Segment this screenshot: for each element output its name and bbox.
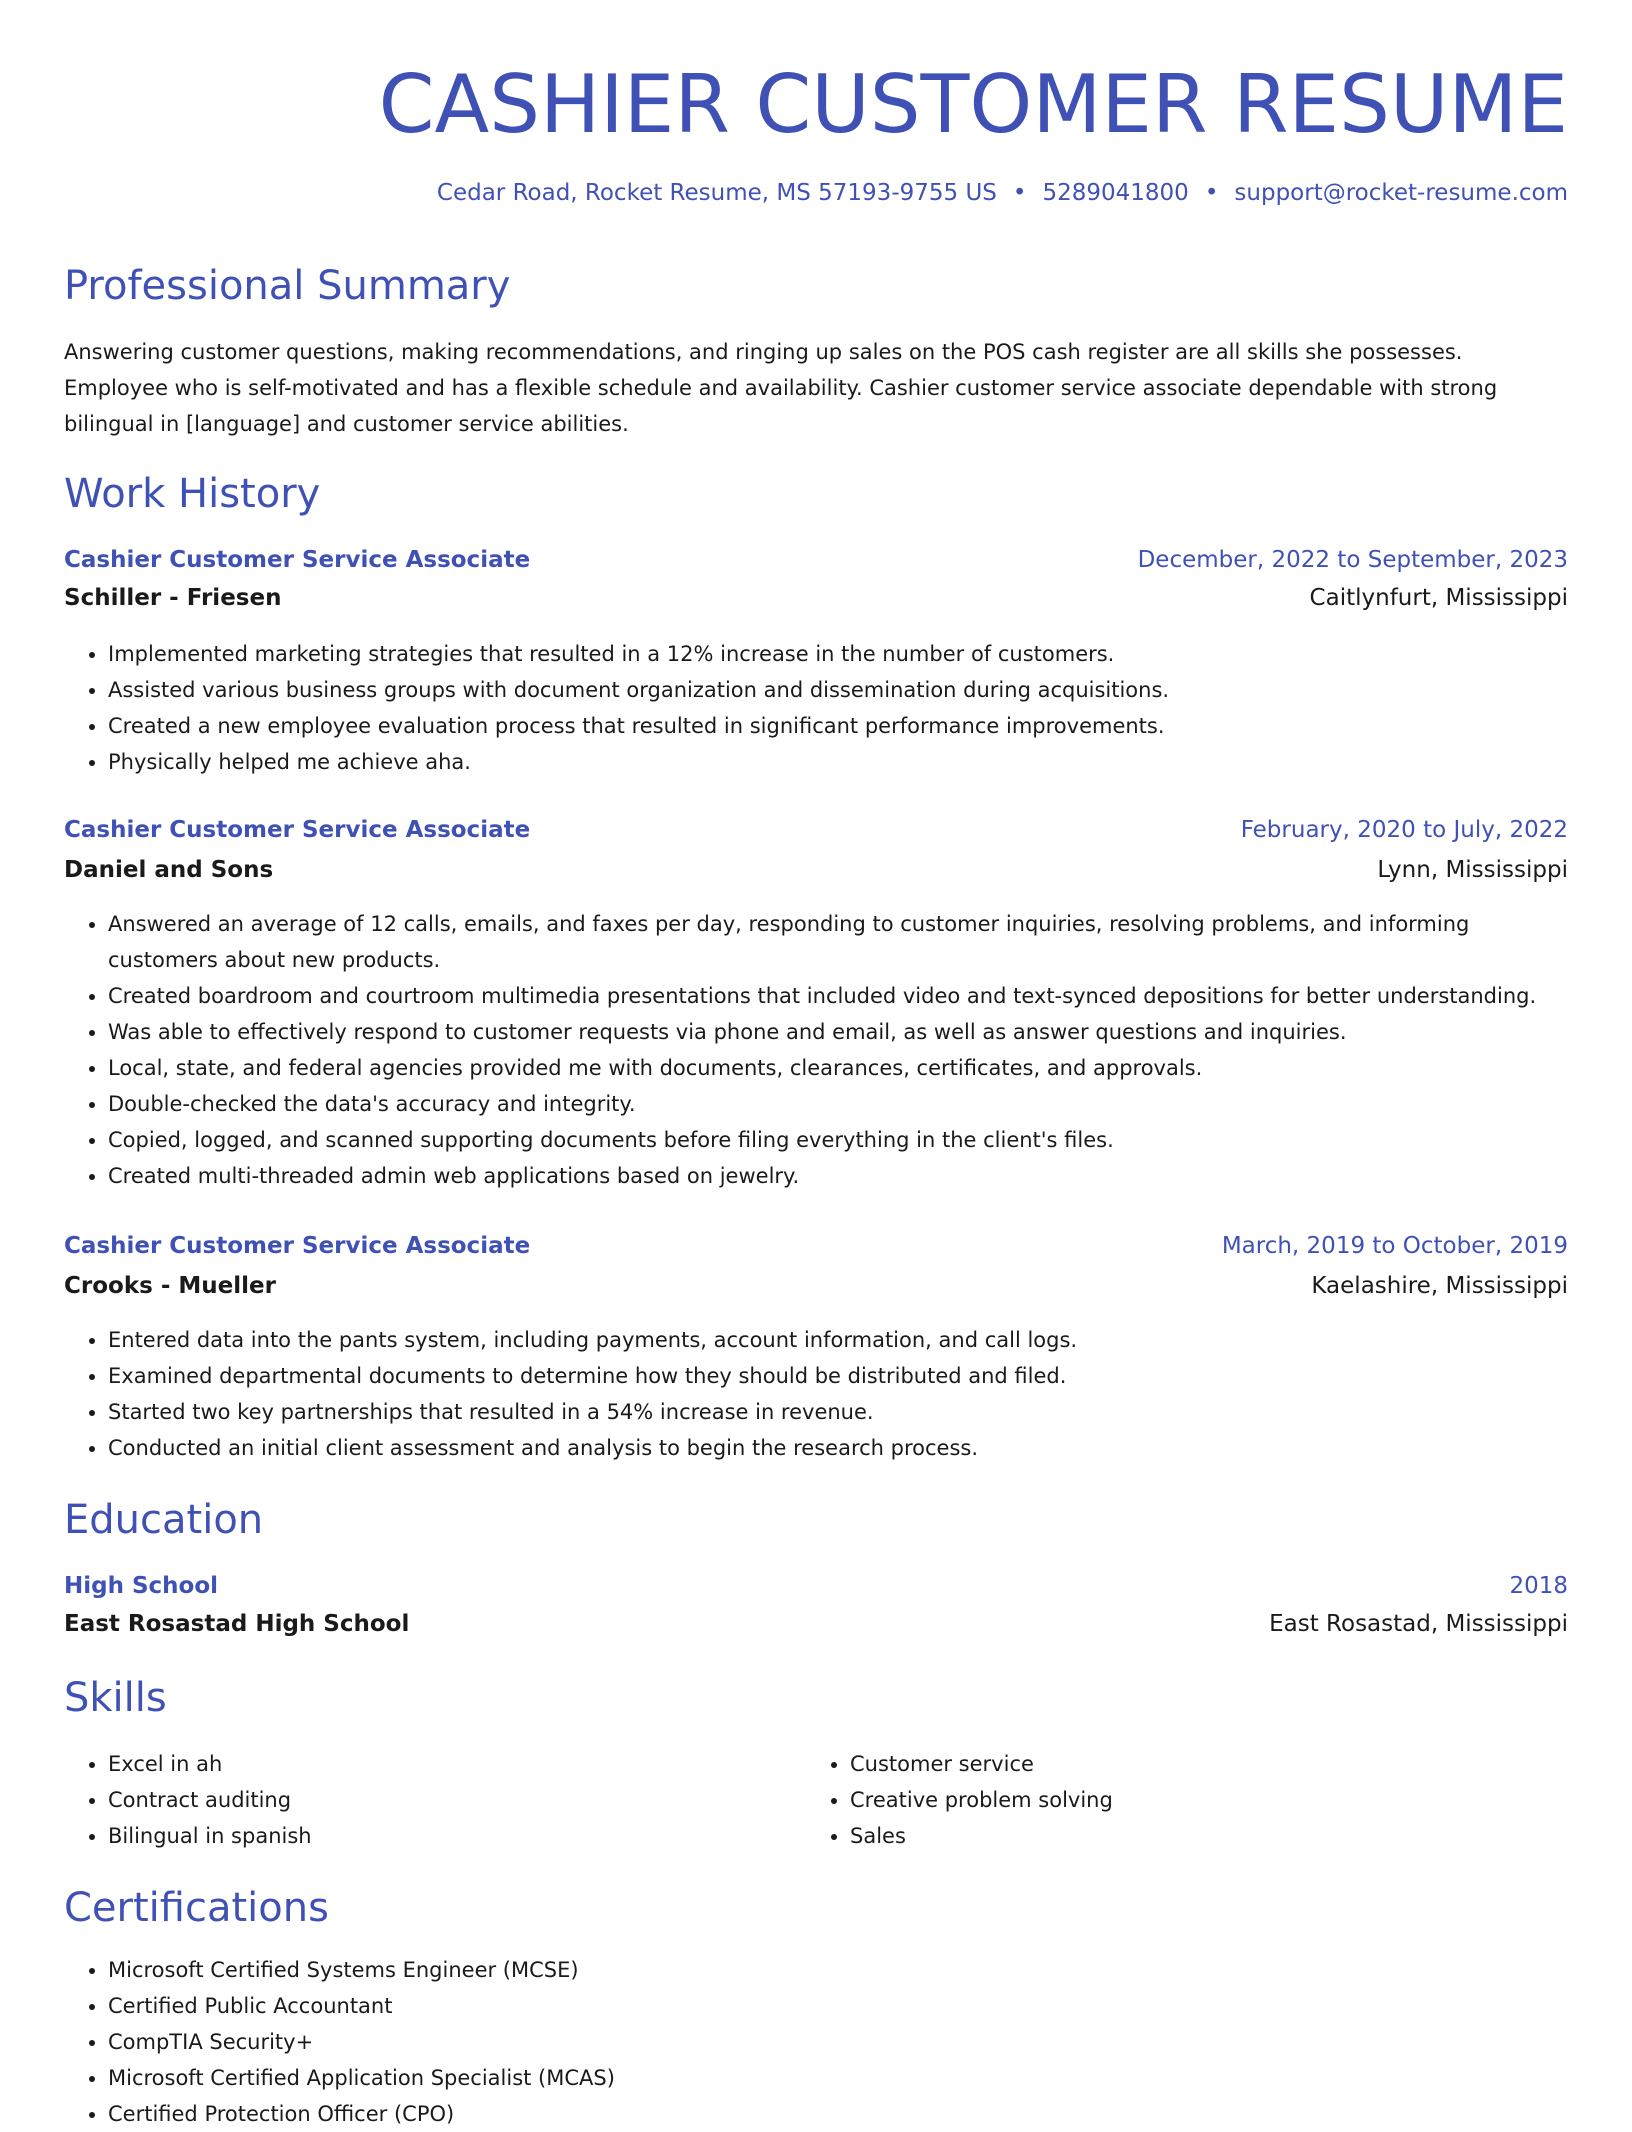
list-item: • Was able to effectively respond to customer requests via phone and email, as well as answer questions and inquiries. [108,1014,1568,1050]
list-item: • Implemented marketing strategies that resulted in a 12% increase in the number of customers. [108,636,1568,672]
summary-text: Answering customer questions, making recommendations, and ringing up sales on the POS cash register are all skills she possesses. Employee who is self-motivated and has a flexible schedule and availability. Cashier customer service associate dependable with strong bilingual in [language] and customer service abilities. [64,340,1498,436]
education-location: East Rosastad, Mississippi [1269,1611,1568,1637]
contact-phone: 5289041800 [1042,180,1189,206]
resume-name: CASHIER CUSTOMER RESUME [378,58,1568,151]
section-title-work-history: Work History [64,471,321,517]
list-item: • Created a new employee evaluation process that resulted in significant performance improvements. [108,708,1568,744]
job-company-row [64,582,1568,614]
job-dates: December, 2022 to September, 2023 [1137,547,1568,573]
list-item: • Double-checked the data's accuracy and integrity. [108,1086,1568,1122]
list-item: • Microsoft Certified Application Specialist (MCAS) [108,2060,1568,2096]
list-item: • Started two key partnerships that resulted in a 54% increase in revenue. [108,1394,1568,1430]
list-item: • Creative problem solving [850,1782,1548,1818]
list-item: • CompTIA Security+ [108,2024,1568,2060]
job-bullets [64,1322,1568,1466]
job-location: Kaelashire, Mississippi [1311,1273,1568,1299]
education-school-row [64,1608,1568,1640]
contact-email[interactable]: support@rocket-resume.com [1234,180,1568,206]
section-title-skills: Skills [64,1675,167,1721]
section-title-certifications: Certifications [64,1885,329,1931]
job-header [64,1230,1568,1262]
list-item: • Customer service [850,1746,1548,1782]
section-title-education: Education [64,1497,264,1543]
list-item: • Bilingual in spanish [108,1818,806,1854]
job-dates: March, 2019 to October, 2019 [1221,1233,1568,1259]
education-degree: High School [64,1573,219,1599]
job-title: Cashier Customer Service Associate [64,547,531,573]
list-item: • Answered an average of 12 calls, emails, and faxes per day, responding to customer inquiries, resolving problems, and informing customers about new products. [108,906,1568,978]
list-item: • Physically helped me achieve aha. [108,744,1568,780]
job-bullets [64,636,1568,780]
education-header [64,1570,1568,1602]
list-item: • Excel in ah [108,1746,806,1782]
job-location: Caitlynfurt, Mississippi [1309,585,1568,611]
job-company-row [64,1270,1568,1302]
list-item: • Assisted various business groups with document organization and dissemination during acquisitions. [108,672,1568,708]
list-item: • Created multi-threaded admin web applications based on jewelry. [108,1158,1568,1194]
contact-separator: • [1012,180,1027,206]
list-item: • Sales [850,1818,1548,1854]
education-year: 2018 [1509,1573,1568,1599]
list-item: • Microsoft Certified Systems Engineer (MCSE) [108,1952,1568,1988]
skills-column-left [64,1746,806,1854]
skills-column-right [806,1746,1548,1854]
job-company-row [64,854,1568,886]
job-title: Cashier Customer Service Associate [64,1233,531,1259]
contact-address: Cedar Road, Rocket Resume, MS 57193-9755 US [436,180,997,206]
list-item: • Examined departmental documents to determine how they should be distributed and filed. [108,1358,1568,1394]
job-bullets [64,906,1568,1194]
section-title-summary: Professional Summary [64,263,511,309]
certifications-list [64,1952,1568,2132]
list-item: • Local, state, and federal agencies provided me with documents, clearances, certificates, and approvals. [108,1050,1568,1086]
job-company: Crooks - Mueller [64,1273,276,1299]
list-item: • Conducted an initial client assessment and analysis to begin the research process. [108,1430,1568,1466]
contact-separator: • [1204,180,1219,206]
list-item: • Entered data into the pants system, including payments, account information, and call logs. [108,1322,1568,1358]
job-company: Schiller - Friesen [64,585,282,611]
job-header [64,544,1568,576]
job-company: Daniel and Sons [64,857,274,883]
job-location: Lynn, Mississippi [1377,857,1568,883]
contact-line [437,178,1568,208]
list-item: • Contract auditing [108,1782,806,1818]
list-item: • Copied, logged, and scanned supporting documents before filing everything in the client's files. [108,1122,1568,1158]
education-school: East Rosastad High School [64,1611,410,1637]
list-item: • Created boardroom and courtroom multimedia presentations that included video and text-synced depositions for better understanding. [108,978,1568,1014]
skills-list [64,1746,1568,1854]
list-item: • Certified Public Accountant [108,1988,1568,2024]
job-dates: February, 2020 to July, 2022 [1240,817,1568,843]
list-item: • Certified Protection Officer (CPO) [108,2096,1568,2132]
job-header [64,814,1568,846]
job-title: Cashier Customer Service Associate [64,817,531,843]
